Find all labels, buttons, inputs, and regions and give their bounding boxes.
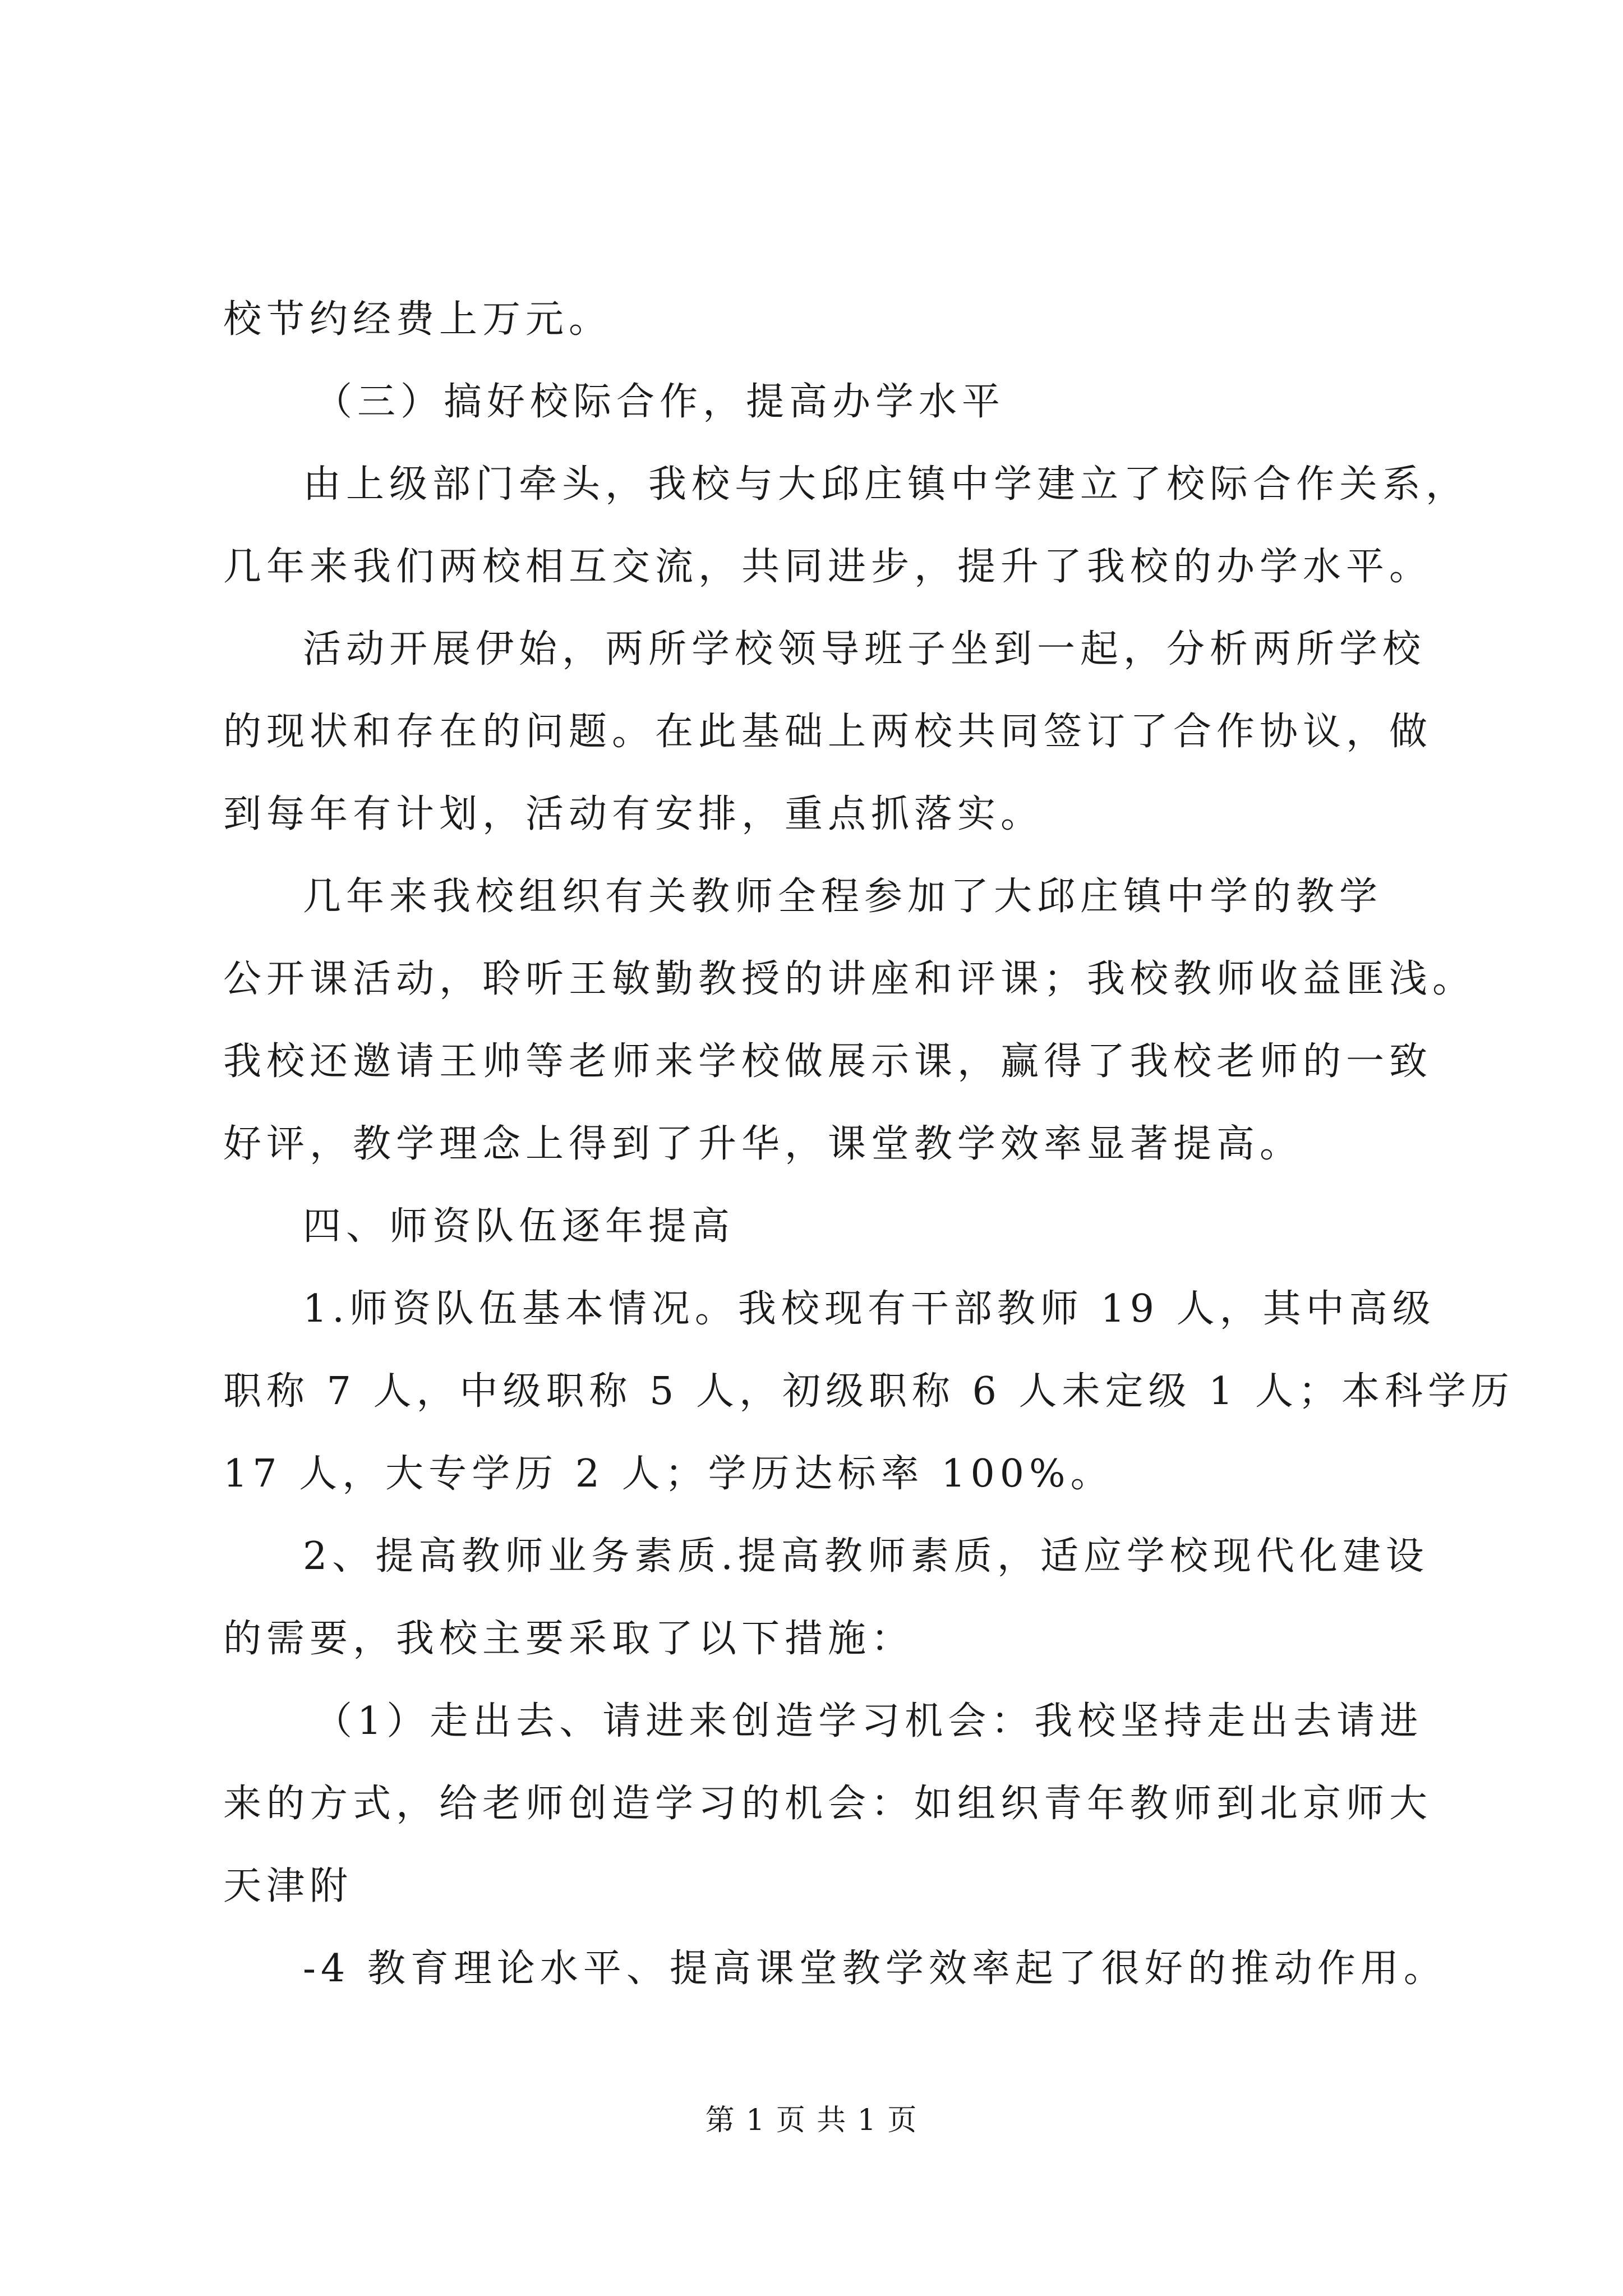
text-line: 公开课活动，聆听王敏勤教授的讲座和评课；我校教师收益匪浅。 (223, 957, 1476, 1001)
text-line: 1.师资队伍基本情况。我校现有干部教师 19 人，其中高级 (303, 1287, 1436, 1331)
text-line: 我校还邀请王帅等老师来学校做展示课，赢得了我校老师的一致 (223, 1039, 1433, 1084)
text-line: 来的方式，给老师创造学习的机会：如组织青年教师到北京师大 (223, 1782, 1433, 1826)
text-line: 活动开展伊始，两所学校领导班子坐到一起，分析两所学校 (303, 627, 1426, 671)
text-line: （1）走出去、请进来创造学习机会：我校坚持走出去请进 (314, 1699, 1423, 1743)
text-line: 的现状和存在的问题。在此基础上两校共同签订了合作协议，做 (223, 710, 1433, 754)
text-line: 由上级部门牵头，我校与大邱庄镇中学建立了校际合作关系， (303, 462, 1469, 507)
text-line: 几年来我校组织有关教师全程参加了大邱庄镇中学的教学 (303, 875, 1383, 919)
text-line: 几年来我们两校相互交流，共同进步，提升了我校的办学水平。 (223, 545, 1433, 589)
text-line: 到每年有计划，活动有安排，重点抓落实。 (223, 792, 1044, 836)
text-line: 天津附 (223, 1864, 353, 1908)
text-line: -4 教育理论水平、提高课堂教学效率起了很好的推动作用。 (303, 1947, 1447, 1991)
text-line: 2、提高教师业务素质.提高教师素质，适应学校现代化建设 (303, 1534, 1429, 1579)
text-line: 好评，教学理念上得到了升华，课堂教学效率显著提高。 (223, 1122, 1303, 1166)
section-heading: （三）搞好校际合作，提高办学水平 (314, 380, 1006, 424)
text-line: 校节约经费上万元。 (223, 297, 612, 342)
text-line: 的需要，我校主要采取了以下措施： (223, 1617, 915, 1661)
page-footer: 第 1 页 共 1 页 (705, 2104, 918, 2137)
text-line: 职称 7 人，中级职称 5 人，初级职称 6 人未定级 1 人；本科学历 (223, 1369, 1514, 1414)
text-line: 17 人，大专学历 2 人；学历达标率 100%。 (223, 1452, 1114, 1496)
section-heading: 四、师资队伍逐年提高 (303, 1204, 735, 1249)
